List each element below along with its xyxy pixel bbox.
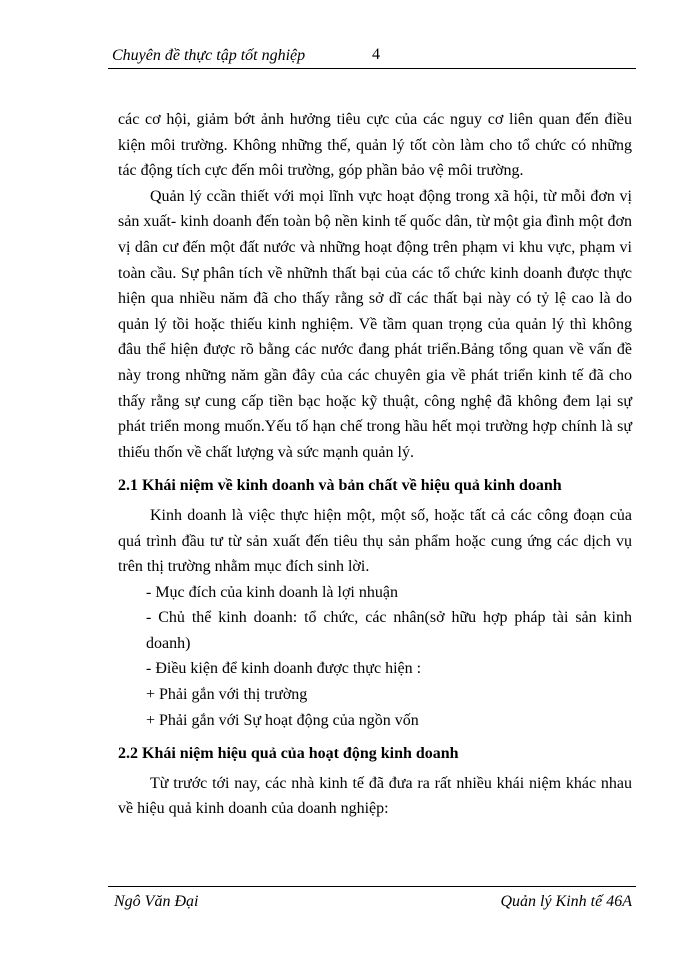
- paragraph-4: Từ trước tới nay, các nhà kinh tế đã đưa ra rất nhiều khái niệm khác nhau về hiệu quả kinh doanh của doanh nghiệp:: [118, 774, 632, 818]
- page-number: 4: [372, 46, 380, 63]
- paragraph-2: Quản lý ccần thiết với mọi lĩnh vực hoạt động trong xã hội, từ mỗi đơn vị sản xuất- kinh doanh đến toàn bộ nền kinh tế quốc dân, từ một gia đình một đơn vị dân cư đến một đất nước và những hoạt động trên phạm vi khu vực, phạm vi toàn cầu. Sự phân tích về nhữnh thất bại của các tổ chức kinh doanh được thực hiện qua nhiều năm đã cho thấy rằng sở dĩ các thất bại này có tỷ lệ cao là do quản lý tồi hoặc thiếu kinh nghiệm. Về tầm quan trọng của quản lý thì không đâu thể hiện được rõ bằng các nước đang phát triển.Bảng tổng quan về vấn đề này trong những năm gần đây của các chuyên gia về phát triển kinh tế đã cho thấy rằng sự cung cấp tiền bạc hoặc kỹ thuật, công nghệ đã không đem lại sự phát triển mong muốn.Yếu tố hạn chế trong hầu hết mọi trường hợp chính là sự thiếu thốn về chất lượng và sức mạnh quản lý.: [118, 187, 632, 461]
- paragraph-3: Kinh doanh là việc thực hiện một, một số, hoặc tất cả các công đoạn của quá trình đầu tư từ sản xuất đến tiêu thụ sản phẩm hoặc cung ứng các dịch vụ trên thị trường nhằm mục đích sinh lời.: [118, 506, 632, 576]
- header-title: Chuyên đề thực tập tốt nghiệp: [112, 47, 306, 64]
- list-item: - Mục đích của kinh doanh là lợi nhuận: [146, 583, 398, 601]
- paragraph-1: các cơ hội, giảm bớt ảnh hưởng tiêu cực của các nguy cơ liên quan đến điều kiện môi trường. Không những thế, quản lý tốt còn làm cho tổ chức có những tác động tích cực đến môi trường, góp phần bảo vệ môi trường.: [118, 111, 632, 180]
- list-item: + Phải gắn với Sự hoạt động của ngồn vốn: [146, 711, 419, 729]
- page-footer: [108, 886, 636, 917]
- page-header: [108, 42, 636, 69]
- document-body: [118, 107, 632, 822]
- section-heading-2-2: 2.2 Khái niệm hiệu quả của hoạt động kinh doanh: [118, 745, 459, 763]
- list-item: - Chủ thể kinh doanh: tổ chức, các nhân(sở hữu hợp pháp tài sản kinh doanh): [146, 609, 632, 652]
- footer-department: Quản lý Kinh tế 46A: [500, 893, 632, 910]
- footer-author: Ngô Văn Đại: [114, 893, 199, 910]
- list-item: + Phải gắn với thị trường: [146, 686, 308, 704]
- section-heading-2-1: 2.1 Khái niệm về kinh doanh và bản chất về hiệu quả kinh doanh: [118, 477, 562, 495]
- list-item: - Điều kiện để kinh doanh được thực hiện :: [146, 660, 422, 678]
